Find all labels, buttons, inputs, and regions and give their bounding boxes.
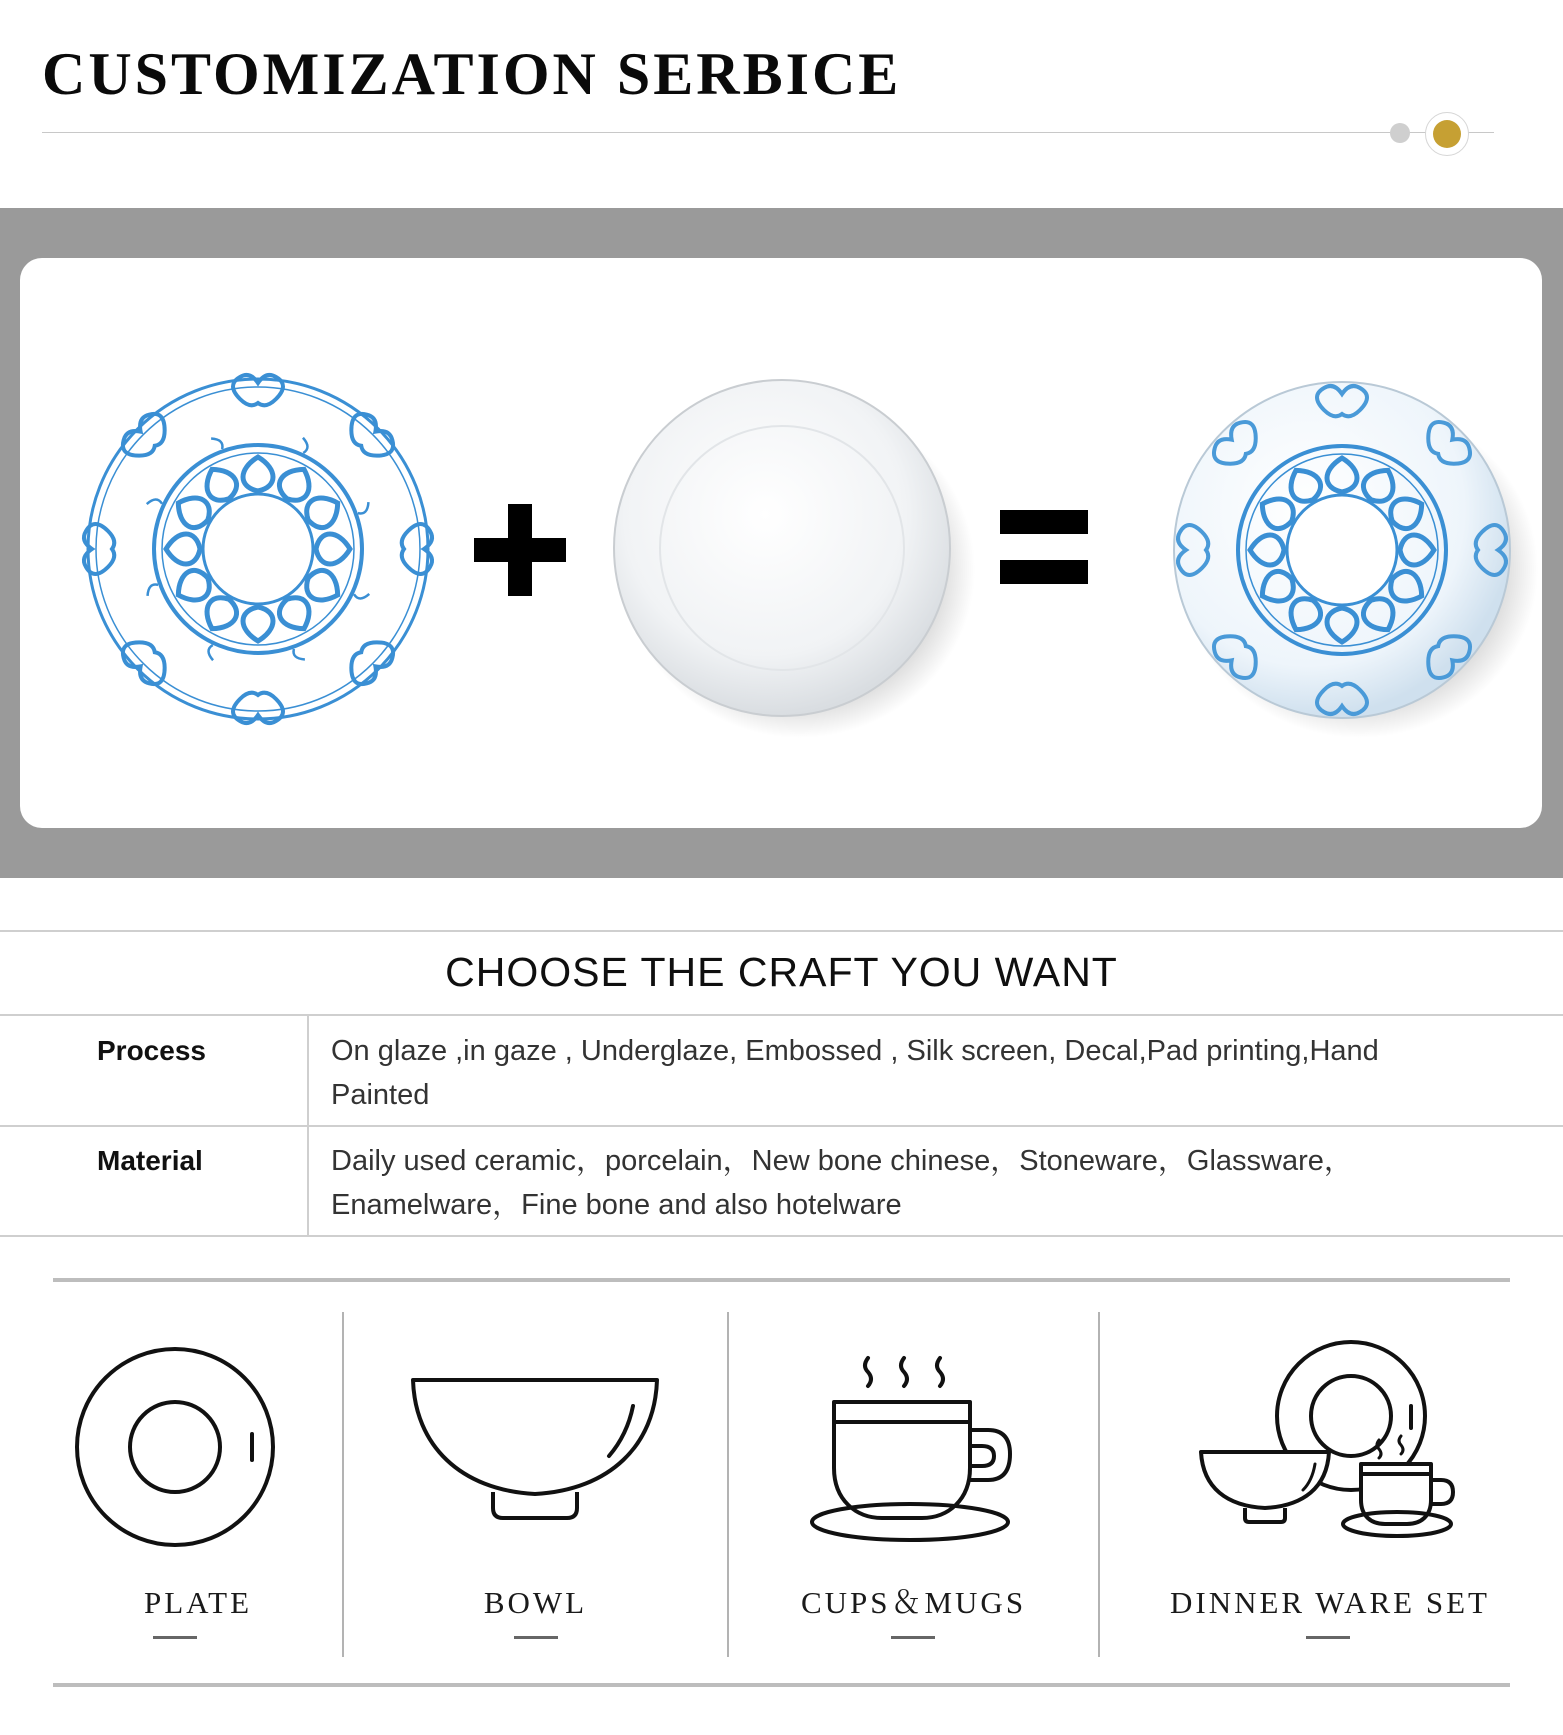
category-dash-dinnerware (1306, 1636, 1350, 1639)
pattern-decal (84, 375, 432, 723)
category-label-bowl: BOWL (483, 1585, 588, 1620)
category-label-dinnerware: DINNER WARE SET (1170, 1585, 1490, 1620)
category-label-cups: CUPS＆MUGS (800, 1585, 1027, 1620)
material-value-line-2: Enamelware，Fine bone and also hotelware (331, 1189, 902, 1221)
table-divider-1 (0, 1014, 1563, 1016)
banner-illustration (20, 258, 1542, 828)
process-value-line-1: On glaze ,in gaze , Underglaze, Embossed , Silk screen, Decal,Pad printing,Hand (331, 1035, 1379, 1067)
material-label: Material (97, 1145, 203, 1176)
title-divider (42, 132, 1494, 133)
divider-dot (1390, 123, 1410, 143)
page-title: CUSTOMIZATION SERBICE (42, 41, 902, 107)
divider-gold-dot (1425, 112, 1469, 156)
bowl-icon (405, 1370, 665, 1530)
category-label-plate: PLATE (144, 1585, 252, 1620)
material-value-line-1: Daily used ceramic，porcelain，New bone chinese，Stoneware，Glassware， (331, 1145, 1353, 1177)
craft-heading: CHOOSE THE CRAFT YOU WANT (445, 949, 1118, 995)
category-dash-cups (891, 1636, 935, 1639)
cup-icon (810, 1350, 1020, 1542)
finished-plate (1174, 382, 1538, 738)
blank-plate (614, 380, 975, 738)
table-divider-2 (0, 1125, 1563, 1127)
categories-top-rule (53, 1278, 1510, 1282)
categories-bottom-rule (53, 1683, 1510, 1687)
plus-icon (474, 504, 566, 596)
category-dash-bowl (514, 1636, 558, 1639)
material-value (331, 1139, 1521, 1227)
table-divider-3 (0, 1235, 1563, 1237)
equals-icon (1000, 510, 1088, 584)
dinnerware-set-icon (1195, 1336, 1465, 1546)
process-value (331, 1029, 1521, 1117)
category-dash-plate (153, 1636, 197, 1639)
process-label: Process (97, 1035, 206, 1066)
plate-icon (70, 1342, 280, 1552)
process-value-line-2: Painted (331, 1079, 430, 1111)
section-divider-top (0, 930, 1563, 932)
